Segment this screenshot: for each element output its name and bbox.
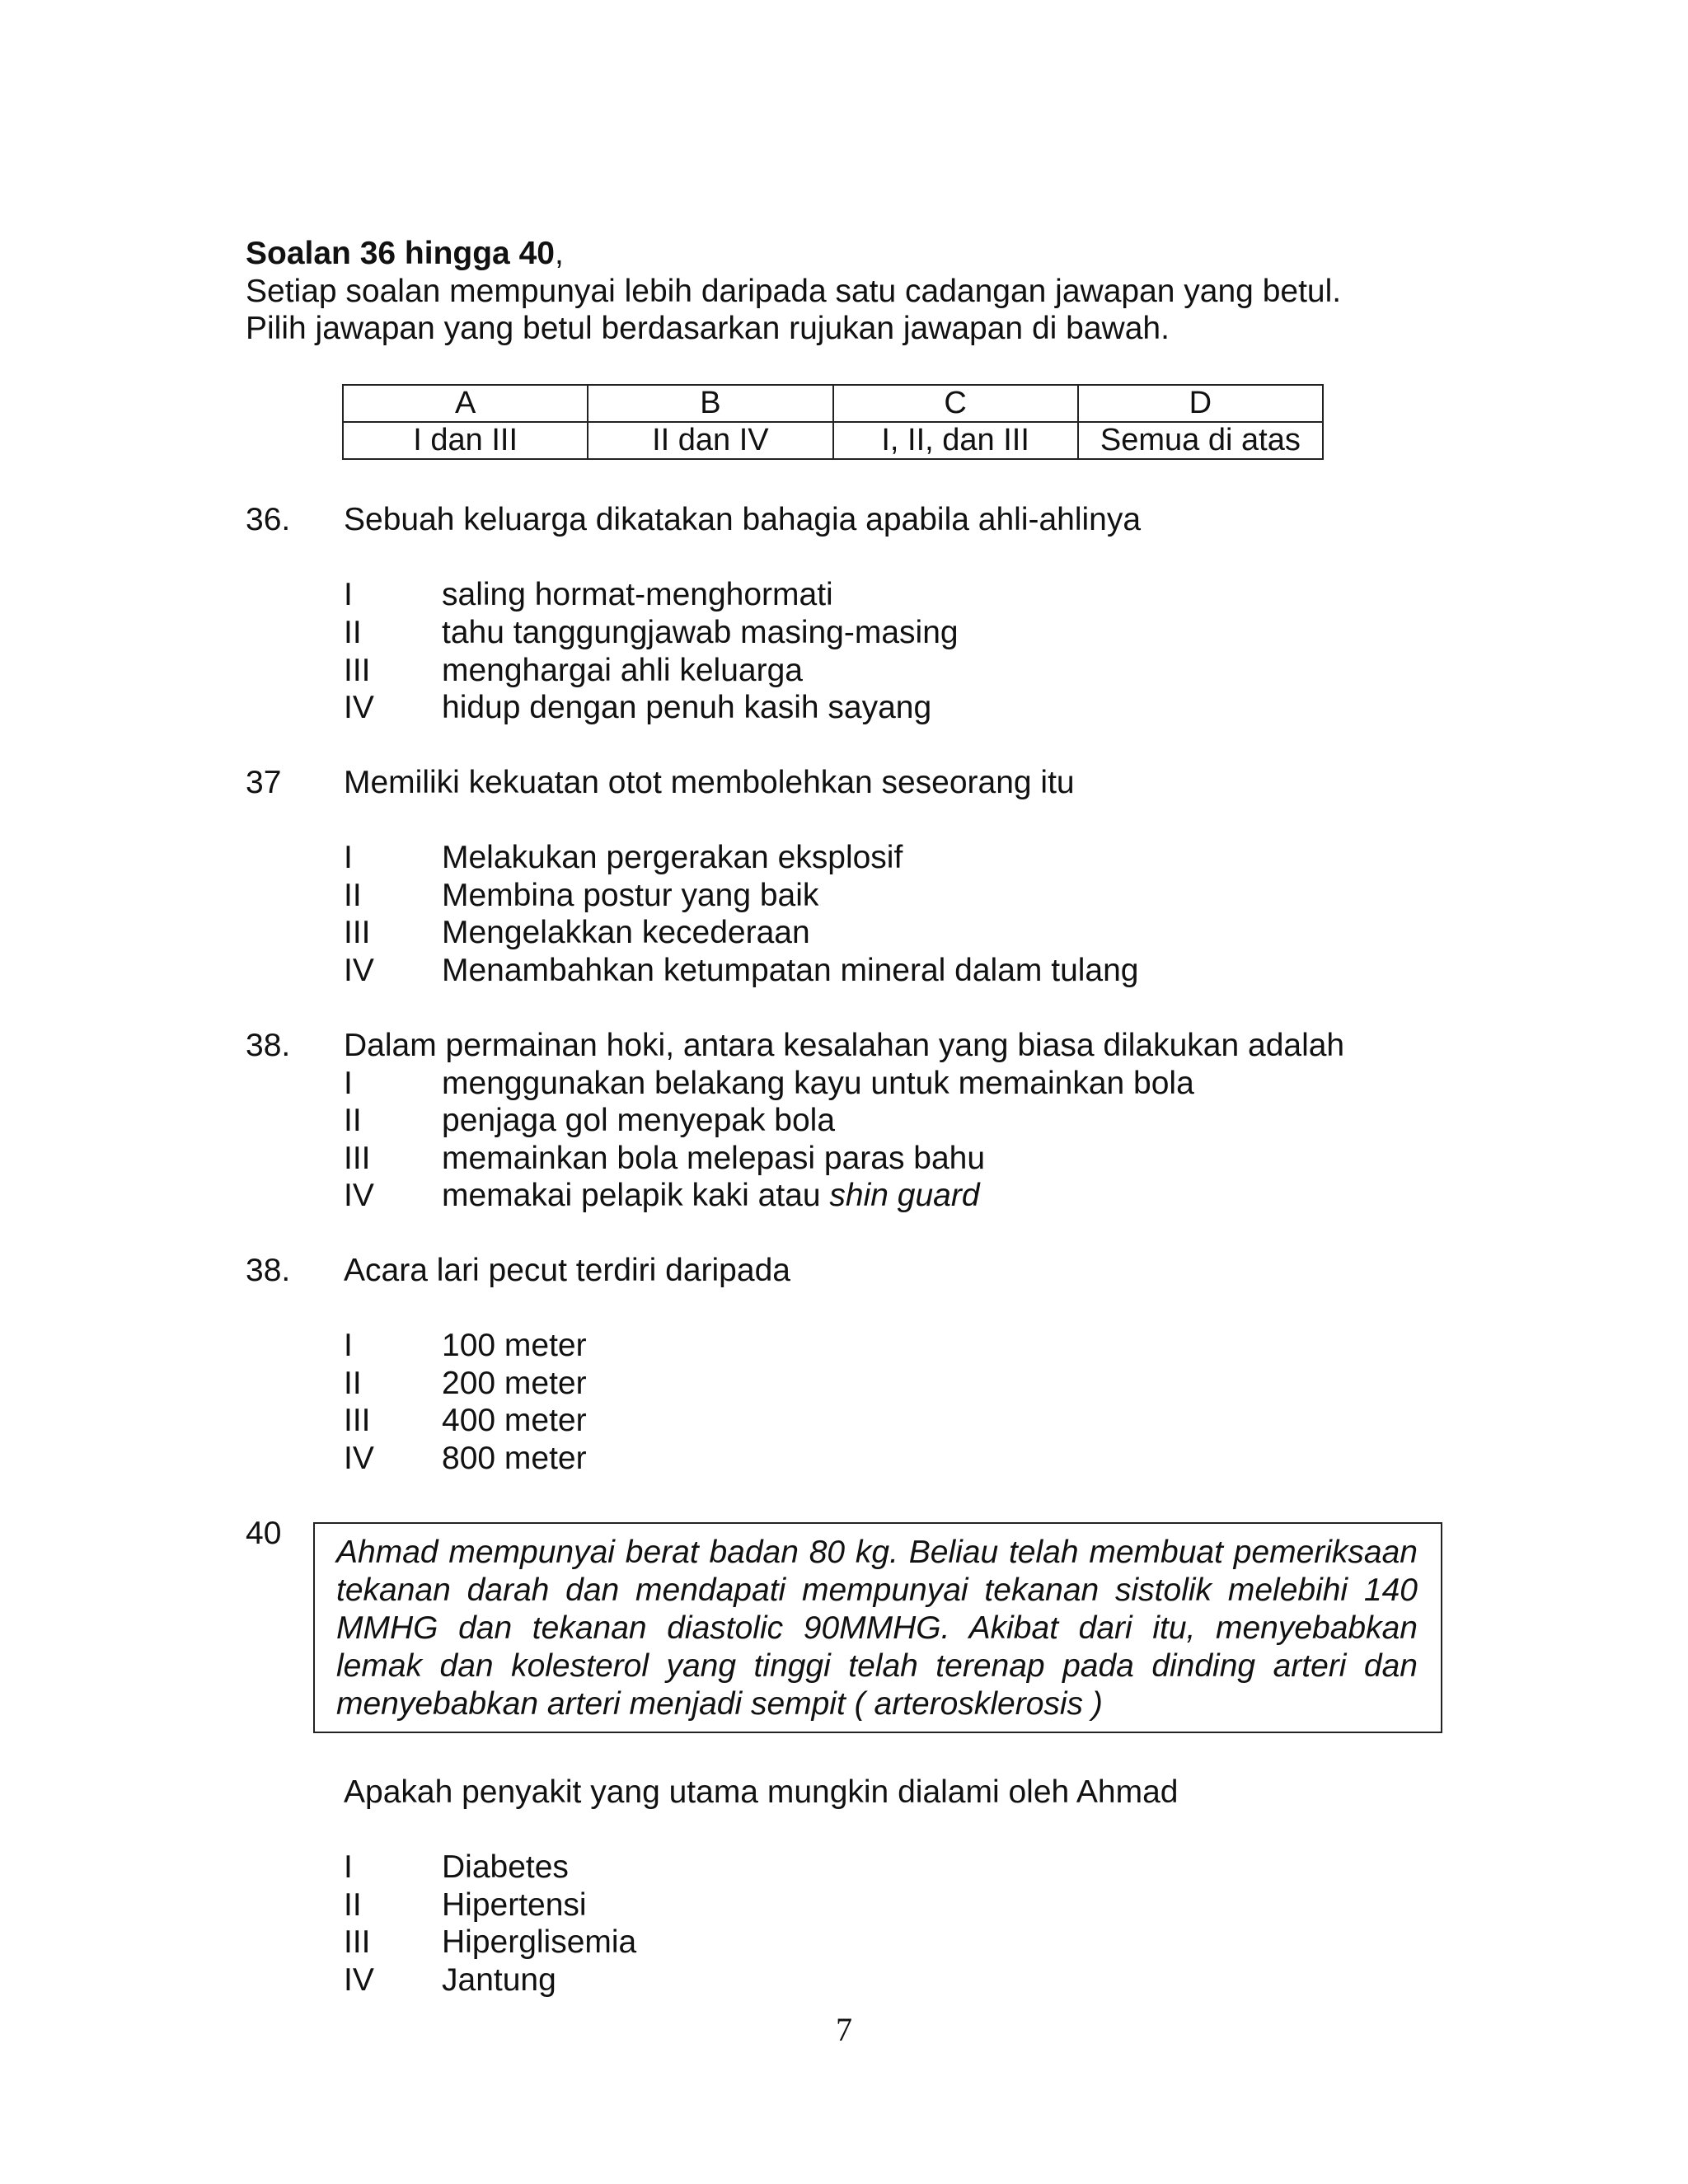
answer-reference-table <box>342 384 1324 460</box>
question-36-option-text: menghargai ahli keluarga <box>442 653 803 688</box>
case-study-line: menyebabkan arteri menjadi sempit ( arterosklerosis ) <box>336 1686 1103 1722</box>
question-37-option-roman: III <box>344 915 371 950</box>
question-36-option-roman: III <box>344 653 371 688</box>
question-36-number: 36. <box>246 502 291 537</box>
question-39-option-roman: IV <box>344 1441 374 1476</box>
question-39-option-roman: I <box>344 1328 353 1363</box>
question-40-option-text: Hiperglisemia <box>442 1924 637 1960</box>
question-38-option-roman: III <box>344 1141 371 1176</box>
question-36-option-text: saling hormat-menghormati <box>442 577 833 612</box>
case-study-box <box>313 1522 1442 1733</box>
question-40-option-roman: IV <box>344 1962 374 1998</box>
question-38-option-roman: IV <box>344 1178 374 1213</box>
question-40-option-roman: II <box>344 1887 362 1923</box>
question-40-option-roman: III <box>344 1924 371 1960</box>
question-39-option-text: 100 meter <box>442 1328 587 1363</box>
question-39-option-roman: III <box>344 1403 371 1438</box>
question-39-text: Acara lari pecut terdiri daripada <box>344 1253 790 1288</box>
question-40-option-text: Hipertensi <box>442 1887 587 1923</box>
reference-header-d: D <box>1078 385 1323 422</box>
instructions-heading <box>246 235 564 273</box>
page-number: 7 <box>836 2011 852 2048</box>
question-37-number: 37 <box>246 765 282 800</box>
question-37-option-roman: II <box>344 878 362 913</box>
case-study-line: MMHG dan tekanan diastolic 90MMHG. Akibat dari itu, menyebabkan <box>336 1610 1418 1646</box>
question-37-option-text: Mengelakkan kecederaan <box>442 915 810 950</box>
question-36-option-text: hidup dengan penuh kasih sayang <box>442 690 932 725</box>
question-38-text: Dalam permainan hoki, antara kesalahan yang biasa dilakukan adalah <box>344 1028 1345 1063</box>
question-38-option-text <box>442 1177 980 1215</box>
question-38-option-roman: I <box>344 1066 353 1101</box>
instructions-line-1: Setiap soalan mempunyai lebih daripada satu cadangan jawapan yang betul. <box>246 274 1342 309</box>
question-36-text: Sebuah keluarga dikatakan bahagia apabila ahli-ahlinya <box>344 502 1142 537</box>
reference-value-c: I, II, dan III <box>833 422 1078 459</box>
question-37-option-text: Melakukan pergerakan eksplosif <box>442 840 903 875</box>
question-38-option-roman: II <box>344 1103 362 1138</box>
question-38-option-text: menggunakan belakang kayu untuk memainkan bola <box>442 1066 1194 1101</box>
question-39-option-text: 400 meter <box>442 1403 587 1438</box>
reference-header-a: A <box>343 385 588 422</box>
question-37-option-roman: I <box>344 840 353 875</box>
instructions-line-2: Pilih jawapan yang betul berdasarkan rujukan jawapan di bawah. <box>246 311 1170 346</box>
question-40-option-text: Diabetes <box>442 1849 569 1885</box>
question-39-option-text: 200 meter <box>442 1366 587 1401</box>
question-36-option-roman: IV <box>344 690 374 725</box>
question-36-option-text: tahu tanggungjawab masing-masing <box>442 615 959 650</box>
reference-value-row <box>343 422 1323 459</box>
case-study-line: tekanan darah dan mendapati mempunyai tekanan sistolik melebihi 140 <box>336 1572 1418 1608</box>
question-38-option-plain: memakai pelapik kaki atau <box>442 1178 830 1213</box>
question-38-option-italic: shin guard <box>829 1178 980 1213</box>
reference-value-d: Semua di atas <box>1078 422 1323 459</box>
question-40-number: 40 <box>246 1516 282 1551</box>
question-40-text: Apakah penyakit yang utama mungkin dialami oleh Ahmad <box>344 1774 1179 1810</box>
question-37-option-text: Membina postur yang baik <box>442 878 819 913</box>
question-38-option-text: penjaga gol menyepak bola <box>442 1103 836 1138</box>
reference-value-b: II dan IV <box>588 422 832 459</box>
question-38-number: 38. <box>246 1028 291 1063</box>
question-38-option-text: memainkan bola melepasi paras bahu <box>442 1141 986 1176</box>
question-39-number: 38. <box>246 1253 291 1288</box>
question-37-text: Memiliki kekuatan otot membolehkan seseorang itu <box>344 765 1075 800</box>
question-37-option-roman: IV <box>344 953 374 988</box>
case-study-line: lemak dan kolesterol yang tinggi telah terenap pada dinding arteri dan <box>336 1648 1418 1684</box>
question-40-option-text: Jantung <box>442 1962 556 1998</box>
question-40-option-roman: I <box>344 1849 353 1885</box>
instructions-heading-suffix: , <box>554 236 564 271</box>
case-study-line: Ahmad mempunyai berat badan 80 kg. Beliau telah membuat pemeriksaan <box>336 1535 1418 1570</box>
reference-header-b: B <box>588 385 832 422</box>
instructions-heading-text: Soalan 36 hingga 40 <box>246 236 555 271</box>
reference-header-c: C <box>833 385 1078 422</box>
question-36-option-roman: I <box>344 577 353 612</box>
question-39-option-roman: II <box>344 1366 362 1401</box>
question-39-option-text: 800 meter <box>442 1441 587 1476</box>
reference-value-a: I dan III <box>343 422 588 459</box>
question-37-option-text: Menambahkan ketumpatan mineral dalam tulang <box>442 953 1139 988</box>
question-36-option-roman: II <box>344 615 362 650</box>
reference-header-row <box>343 385 1323 422</box>
